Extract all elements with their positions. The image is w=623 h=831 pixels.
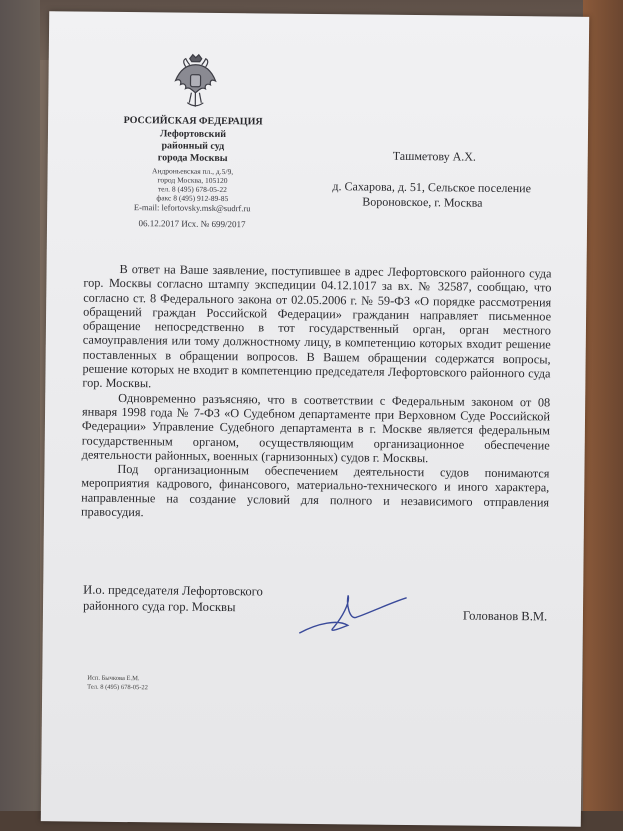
body-paragraph-3: Под организационным обеспечением деятельности судов понимаются мероприятия кадрового, финансового, материально-технического и иного характера, направленные на создание условий для полного и независимого отправления правосудия. <box>80 462 550 520</box>
header-court-line3: города Москвы <box>157 152 228 165</box>
recipient-address-line1: д. Сахарова, д. 51, Сельское поселение <box>332 179 532 196</box>
coat-of-arms-icon <box>171 52 220 110</box>
signatory-title-line1: И.о. председателя Лефортовского <box>83 582 263 599</box>
handwritten-signature <box>298 589 409 640</box>
footer-executor: Исп. Бычкова Е.М. <box>87 674 140 683</box>
letter-body <box>81 262 552 524</box>
header-country: РОССИЙСКАЯ ФЕДЕРАЦИЯ <box>123 114 263 128</box>
recipient-address-line2: Вороновское, г. Москва <box>362 194 483 210</box>
signatory-title-line2: районного суда гор. Москвы <box>82 598 236 615</box>
header-fax: факс 8 (495) 912-89-85 <box>156 193 229 204</box>
letter-sheet <box>41 11 589 827</box>
signatory-name: Голованов В.М. <box>462 608 548 624</box>
header-phone: тел. 8 (495) 678-05-22 <box>157 184 227 195</box>
footer-phone: Тел. 8 (495) 678-05-22 <box>87 683 148 692</box>
signatory-title <box>83 582 263 616</box>
header-email: E-mail: lefortovsky.msk@sudrf.ru <box>133 202 251 214</box>
header-address-line2: город Москва, 105120 <box>157 175 228 186</box>
body-paragraph-1: В ответ на Ваше заявление, поступившее в адрес Лефортовского районного суда гор. Москвы согласно штампу экспедиции 04.12.1017 за вх. № 32587, сообщаю, что согласно ст. 8 Федерального закона от 02.05.2006 г. № 59-ФЗ «О порядке рассмотрения обращений граждан Российской Федерации» гражданин направляет письменное обращение непосредственно в тот государственный орган, орган местного самоуправления или тому должностному лицу, в компетенцию которых входит решение поставленных в обращении вопросов. В Вашем обращении содержатся вопросы, решение которых не входит в компетенцию председателя Лефортовского районного суда гор. Москвы. <box>82 261 552 391</box>
body-paragraph-2: Одновременно разъясняю, что в соответствии с Федеральным законом от 08 января 1998 года № 7-ФЗ «О Судебном департаменте при Верховном Суде Российской Федерации» Управление Судебного департамента в г. Москве является федеральным государственным органом, осуществляющим организационное обеспечение деятельности районных, военных (гарнизонных) судов г. Москвы. <box>81 390 551 466</box>
header-court-line2: районный суд <box>161 140 225 153</box>
background-right <box>583 0 623 831</box>
header-court-line1: Лефортовский <box>159 128 227 141</box>
header-date-ref: 06.12.2017 Исх. № 699/2017 <box>138 218 246 230</box>
background-left <box>0 0 40 831</box>
recipient-name: Ташметову А.Х. <box>392 148 477 164</box>
header-address-line1: Андроньевская пл., д.5/9, <box>152 166 234 177</box>
